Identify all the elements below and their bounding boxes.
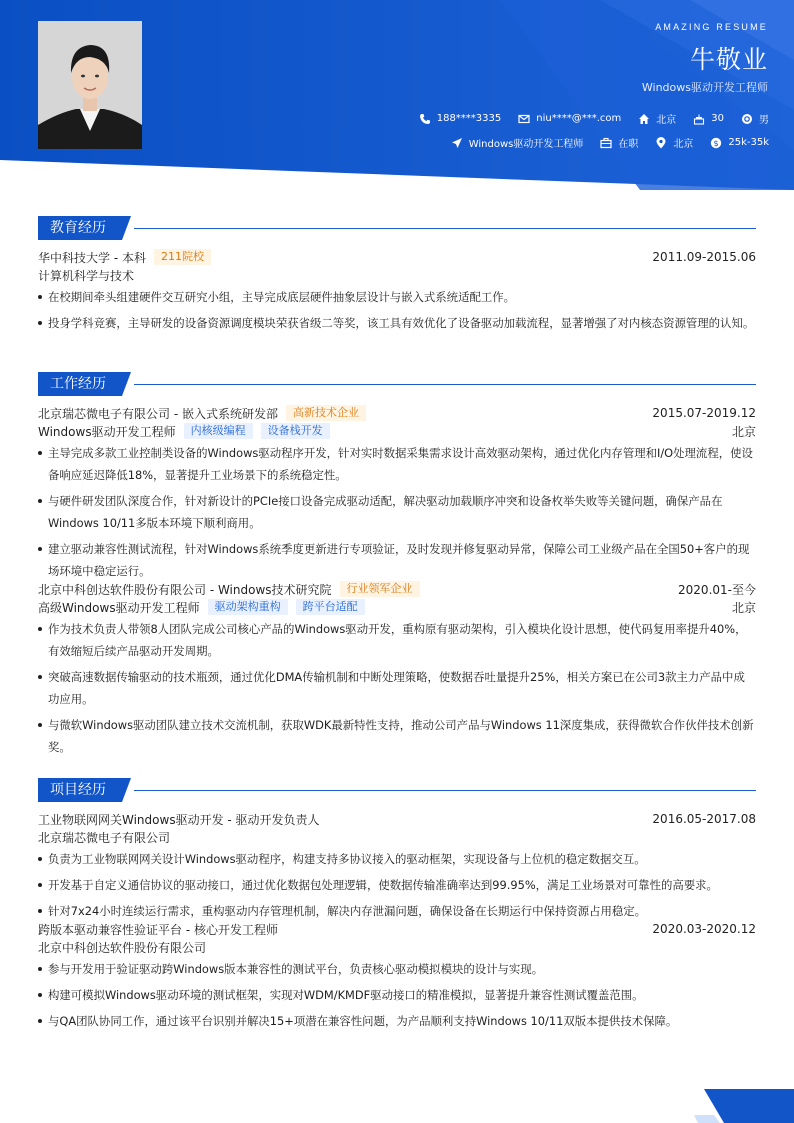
project-company: 北京中科创达软件股份有限公司 bbox=[38, 940, 207, 955]
work-city: 北京 bbox=[731, 424, 756, 439]
salary-info: $ 25k-35k bbox=[710, 137, 769, 149]
section-divider bbox=[134, 384, 756, 385]
project-date: 2020.03-2020.12 bbox=[652, 922, 756, 936]
age-info: 30 bbox=[693, 113, 724, 125]
skill-tag: 设备栈开发 bbox=[261, 423, 330, 439]
list-item: 在校期间牵头组建硬件交互研究小组，主导完成底层硬件抽象层设计与嵌入式系统适配工作。 bbox=[38, 286, 756, 308]
project-name: 工业物联网网关Windows驱动开发 - 驱动开发负责人 bbox=[38, 812, 320, 827]
company-name: 北京中科创达软件股份有限公司 - Windows技术研究院 bbox=[38, 582, 332, 597]
work-section bbox=[38, 372, 756, 762]
job-intent-row bbox=[434, 135, 769, 150]
education-bullets bbox=[38, 286, 756, 334]
skill-tag: 内核级编程 bbox=[184, 423, 253, 439]
status-info: 在职 bbox=[600, 135, 638, 150]
list-item: 负责为工业物联网网关设计Windows驱动程序，构建支持多协议接入的驱动框架，实现设备与上位机的稳定数据交互。 bbox=[38, 848, 756, 870]
projects-section-header bbox=[38, 778, 756, 802]
role-row bbox=[38, 598, 756, 616]
project-header-row bbox=[38, 810, 756, 828]
home-icon bbox=[638, 113, 650, 125]
project-header-row bbox=[38, 920, 756, 938]
project-bullets bbox=[38, 958, 756, 1032]
work-bullets bbox=[38, 442, 756, 582]
work-city: 北京 bbox=[731, 600, 756, 615]
list-item: 与硬件研发团队深度合作，针对新设计的PCIe接口设备完成驱动适配，解决驱动加载顺序冲突和设备枚举失败等关键问题，确保产品在Windows 10/11多版本环境下顺利商用。 bbox=[38, 490, 756, 534]
list-item: 开发基于自定义通信协议的驱动接口，通过优化数据包处理逻辑，使数据传输准确率达到99.95%，满足工业场景对可靠性的高要求。 bbox=[38, 874, 756, 896]
section-title: 工作经历 bbox=[38, 372, 122, 396]
work-entry bbox=[38, 580, 756, 758]
project-company: 北京瑞芯微电子有限公司 bbox=[38, 830, 171, 845]
intended-position-info: Windows驱动开发工程师 bbox=[451, 135, 584, 150]
list-item: 突破高速数据传输驱动的技术瓶颈，通过优化DMA传输机制和中断处理策略，使数据吞吐量提升25%，相关方案已在公司3款主力产品中成功应用。 bbox=[38, 666, 756, 710]
section-divider bbox=[134, 790, 756, 791]
location-pin-icon bbox=[655, 137, 667, 149]
project-company-row bbox=[38, 938, 756, 956]
briefcase-icon bbox=[600, 137, 612, 149]
role-row bbox=[38, 422, 756, 440]
work-bullets bbox=[38, 618, 756, 758]
list-item: 构建可模拟Windows驱动环境的测试框架，实现对WDM/KMDF驱动接口的精准模拟，显著提升兼容性测试覆盖范围。 bbox=[38, 984, 756, 1006]
section-title: 教育经历 bbox=[38, 216, 122, 240]
project-company-row bbox=[38, 828, 756, 846]
company-name: 北京瑞芯微电子有限公司 - 嵌入式系统研发部 bbox=[38, 406, 278, 421]
candidate-name: 牛敬业 bbox=[689, 45, 768, 74]
company-row bbox=[38, 404, 756, 422]
school-tag: 211院校 bbox=[154, 249, 211, 265]
company-row bbox=[38, 580, 756, 598]
work-section-header bbox=[38, 372, 756, 396]
cake-icon bbox=[693, 113, 705, 125]
phone-icon bbox=[419, 113, 431, 125]
project-bullets bbox=[38, 848, 756, 922]
list-item: 针对7x24小时连续运行需求，重构驱动内存管理机制，解决内存泄漏问题，确保设备在长期运行中保持资源占用稳定。 bbox=[38, 900, 756, 922]
major-row bbox=[38, 266, 756, 284]
section-title: 项目经历 bbox=[38, 778, 122, 802]
section-divider bbox=[134, 228, 756, 229]
avatar bbox=[38, 21, 142, 149]
skill-tag: 驱动架构重构 bbox=[208, 599, 288, 615]
hometown-info: 北京 bbox=[638, 111, 676, 126]
list-item: 与微软Windows驱动团队建立技术交流机制，获取WDK最新特性支持，推动公司产品与Windows 11深度集成，获得微软合作伙伴技术创新奖。 bbox=[38, 714, 756, 758]
resume-eyebrow: AMAZING RESUME bbox=[655, 22, 768, 32]
list-item: 参与开发用于验证驱动跨Windows版本兼容性的测试平台，负责核心驱动模拟模块的设计与实现。 bbox=[38, 958, 756, 980]
skill-tag: 跨平台适配 bbox=[296, 599, 365, 615]
role-title: Windows驱动开发工程师 bbox=[38, 424, 176, 439]
svg-text:$: $ bbox=[713, 138, 719, 148]
list-item: 主导完成多款工业控制类设备的Windows驱动程序开发，针对实时数据采集需求设计高效驱动架构，通过优化内存管理和I/O处理流程，使设备响应延迟降低18%，显著提升工业场景下的系统稳定性。 bbox=[38, 442, 756, 486]
intended-city-info: 北京 bbox=[655, 135, 693, 150]
list-item: 建立驱动兼容性测试流程，针对Windows系统季度更新进行专项验证，及时发现并修复驱动异常，保障公司工业级产品在全国50+客户的现场环境中稳定运行。 bbox=[38, 538, 756, 582]
mail-icon bbox=[518, 113, 530, 125]
contact-info-row bbox=[402, 111, 769, 126]
gender-icon bbox=[741, 113, 753, 125]
send-icon bbox=[451, 137, 463, 149]
project-entry bbox=[38, 810, 756, 922]
email-info: niu****@***.com bbox=[518, 113, 621, 125]
candidate-job-title: Windows驱动开发工程师 bbox=[641, 81, 768, 94]
education-section bbox=[38, 216, 756, 338]
footer-decoration bbox=[690, 1085, 794, 1123]
projects-section bbox=[38, 778, 756, 1036]
work-date: 2015.07-2019.12 bbox=[652, 406, 756, 420]
education-section-header bbox=[38, 216, 756, 240]
resume-header bbox=[0, 0, 794, 195]
company-tag: 高新技术企业 bbox=[286, 405, 366, 421]
project-date: 2016.05-2017.08 bbox=[652, 812, 756, 826]
gender-info: 男 bbox=[741, 111, 769, 126]
phone-info: 188****3335 bbox=[419, 113, 502, 125]
school-name: 华中科技大学 - 本科 bbox=[38, 250, 146, 265]
education-date: 2011.09-2015.06 bbox=[652, 250, 756, 264]
company-tag: 行业领军企业 bbox=[340, 581, 420, 597]
list-item: 投身学科竞赛，主导研发的设备资源调度模块荣获省级二等奖，该工具有效优化了设备驱动加载流程，显著增强了对内核态资源管理的认知。 bbox=[38, 312, 756, 334]
education-header-row bbox=[38, 248, 756, 266]
major-name: 计算机科学与技术 bbox=[38, 268, 135, 283]
salary-icon bbox=[710, 137, 722, 149]
list-item: 与QA团队协同工作，通过该平台识别并解决15+项潜在兼容性问题，为产品顺利支持Windows 10/11双版本提供技术保障。 bbox=[38, 1010, 756, 1032]
role-title: 高级Windows驱动开发工程师 bbox=[38, 600, 200, 615]
work-date: 2020.01-至今 bbox=[678, 582, 756, 597]
project-name: 跨版本驱动兼容性验证平台 - 核心开发工程师 bbox=[38, 922, 278, 937]
work-entry bbox=[38, 404, 756, 582]
list-item: 作为技术负责人带领8人团队完成公司核心产品的Windows驱动开发，重构原有驱动架构，引入模块化设计思想，使代码复用率提升40%，有效缩短后续产品驱动开发周期。 bbox=[38, 618, 756, 662]
project-entry bbox=[38, 920, 756, 1032]
